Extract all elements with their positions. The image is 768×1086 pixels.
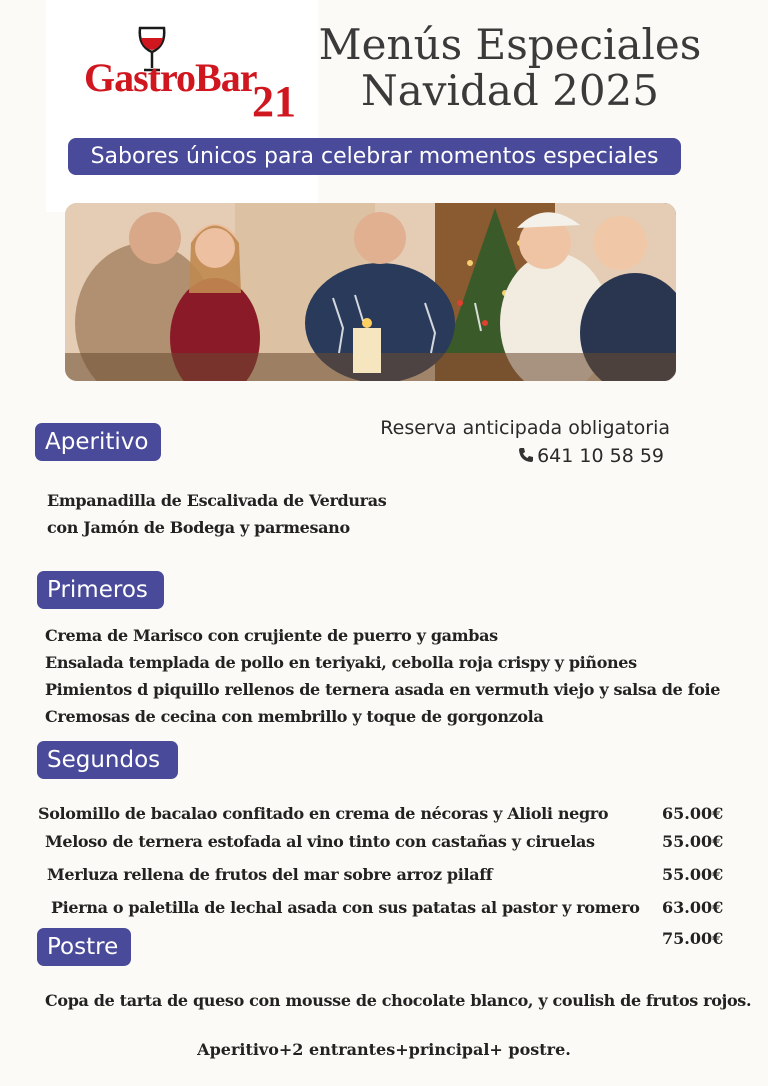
menu-footer: Aperitivo+2 entrantes+principal+ postre. <box>197 1040 571 1059</box>
christmas-dinner-photo <box>65 203 676 381</box>
primeros-item: Crema de Marisco con crujiente de puerro y gambas <box>45 626 498 645</box>
section-title-primeros: Primeros <box>37 571 164 609</box>
tagline-banner: Sabores únicos para celebrar momentos especiales <box>68 138 681 175</box>
section-title-segundos: Segundos <box>37 741 178 779</box>
segundos-price: 55.00€ <box>662 865 724 884</box>
aperitivo-item: con Jamón de Bodega y parmesano <box>47 518 350 537</box>
section-title-aperitivo: Aperitivo <box>35 423 161 461</box>
postre-item: Copa de tarta de queso con mousse de chocolate blanco, y coulish de frutos rojos. <box>45 991 752 1010</box>
reservation-phone: 641 10 58 59 <box>537 445 664 467</box>
segundos-item: Solomillo de bacalao confitado en crema de nécoras y Alioli negro <box>38 804 609 823</box>
primeros-item: Pimientos d piquillo rellenos de ternera asada en vermuth viejo y salsa de foie <box>45 680 721 699</box>
gastrobar-logo <box>82 26 296 130</box>
primeros-item: Cremosas de cecina con membrillo y toque de gorgonzola <box>45 707 544 726</box>
page-title <box>300 22 720 114</box>
photo-illustration <box>65 203 676 381</box>
logo-number: 21 <box>252 77 296 126</box>
title-line-1: Menús Especiales <box>318 20 702 69</box>
logo-brand: GastroBar <box>84 55 257 100</box>
segundos-item: Meloso de ternera estofada al vino tinto con castañas y ciruelas <box>45 832 595 851</box>
reservation-note: Reserva anticipada obligatoria <box>380 417 670 439</box>
segundos-price: 63.00€ <box>662 898 724 917</box>
aperitivo-item: Empanadilla de Escalivada de Verduras <box>47 491 387 510</box>
segundos-price: 65.00€ <box>662 804 724 823</box>
segundos-price: 55.00€ <box>662 832 724 851</box>
title-line-2: Navidad 2025 <box>361 66 659 115</box>
section-title-postre: Postre <box>37 928 131 966</box>
reservation-info <box>350 414 670 470</box>
segundos-item: Merluza rellena de frutos del mar sobre arroz pilaff <box>47 865 493 884</box>
phone-icon <box>518 447 534 463</box>
primeros-item: Ensalada templada de pollo en teriyaki, cebolla roja crispy y piñones <box>45 653 637 672</box>
reservation-phone-line <box>350 442 670 470</box>
segundos-item: Pierna o paletilla de lechal asada con sus patatas al pastor y romero <box>51 898 640 917</box>
menu-total-price: 75.00€ <box>662 929 724 948</box>
